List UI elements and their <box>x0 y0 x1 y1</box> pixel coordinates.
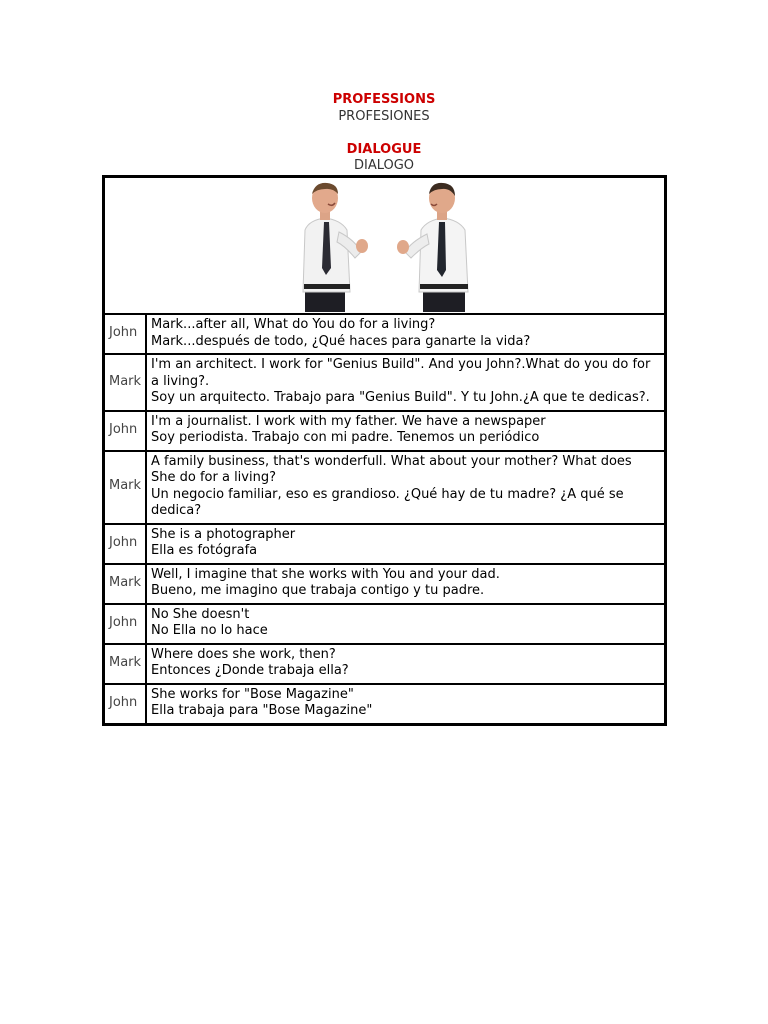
dialogue-row <box>104 354 665 411</box>
line-spanish: Entonces ¿Donde trabaja ella? <box>151 663 349 678</box>
section-title: DIALOGUE <box>346 142 422 157</box>
line-english: She is a photographer <box>151 526 296 542</box>
line-spanish: Bueno, me imagino que trabaja contigo y tu padre. <box>151 583 485 598</box>
dialogue-line <box>146 451 665 524</box>
speaker-name: Mark <box>104 644 146 684</box>
line-english: A family business, that's wonderfull. What about your mother? What does She do for a living? <box>151 453 632 485</box>
dialogue-row <box>104 451 665 524</box>
speaker-name: Mark <box>104 451 146 524</box>
speaker-name: John <box>104 314 146 354</box>
dialogue-line <box>146 354 665 411</box>
speaker-name: Mark <box>104 564 146 604</box>
line-english: She works for "Bose Magazine" <box>151 686 354 702</box>
speaker-name: Mark <box>104 354 146 411</box>
section-title-translation: DIALOGO <box>353 158 415 173</box>
line-spanish: Un negocio familiar, eso es grandioso. ¿Qué hay de tu madre? ¿A qué se dedica? <box>151 486 624 518</box>
dialogue-row <box>104 604 665 644</box>
dialogue-line <box>146 564 665 604</box>
line-english: Where does she work, then? <box>151 646 336 662</box>
line-english: I'm an architect. I work for "Genius Build". And you John?.What do you do for a living?. <box>151 357 651 389</box>
dialogue-line <box>146 644 665 684</box>
image-row <box>104 177 665 314</box>
image-cell <box>104 177 665 314</box>
speaker-name: John <box>104 684 146 724</box>
speaker-name: John <box>104 524 146 564</box>
line-english: No She doesn't <box>151 606 250 622</box>
line-spanish: Ella trabaja para "Bose Magazine" <box>151 703 373 718</box>
page-title-translation: PROFESIONES <box>338 109 430 124</box>
page-title: PROFESSIONS <box>332 92 436 107</box>
line-spanish: No Ella no lo hace <box>151 623 268 638</box>
line-spanish: Soy periodista. Trabajo con mi padre. Tenemos un periódico <box>151 430 540 445</box>
right-man-figure <box>397 182 468 311</box>
line-spanish: Mark...después de todo, ¿Qué haces para ganarte la vida? <box>151 333 531 349</box>
dialogue-line <box>146 314 665 354</box>
dialogue-row <box>104 644 665 684</box>
line-spanish: Soy un arquitecto. Trabajo para "Genius Build". Y tu John.¿A que te dedicas?. <box>151 390 650 405</box>
line-spanish: Ella es fotógrafa <box>151 543 258 558</box>
dialogue-table <box>102 175 667 726</box>
line-english: Mark...after all, What do You do for a living? <box>151 317 436 332</box>
dialogue-row <box>104 564 665 604</box>
dialogue-row <box>104 524 665 564</box>
speaker-name: John <box>104 604 146 644</box>
dialogue-row <box>104 684 665 724</box>
dialogue-row <box>104 314 665 354</box>
dialogue-line <box>146 411 665 451</box>
dialogue-row <box>104 411 665 451</box>
dialogue-line <box>146 684 665 724</box>
two-businessmen-illustration <box>295 180 475 312</box>
line-english: I'm a journalist. I work with my father. We have a newspaper <box>151 413 546 429</box>
dialogue-line <box>146 604 665 644</box>
line-english: Well, I imagine that she works with You and your dad. <box>151 566 500 582</box>
speaker-name: John <box>104 411 146 451</box>
left-man-figure <box>303 182 368 311</box>
dialogue-line <box>146 524 665 564</box>
